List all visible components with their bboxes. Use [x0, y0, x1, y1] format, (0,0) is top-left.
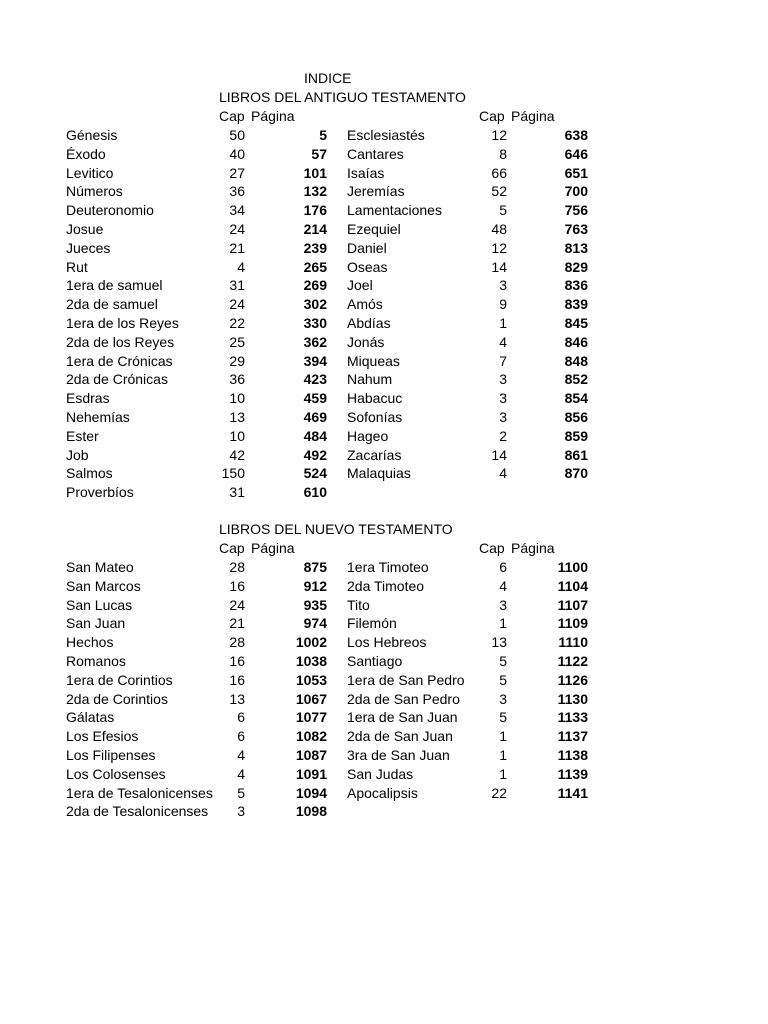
chapter-count: 6	[237, 728, 245, 745]
chapter-count: 6	[237, 709, 245, 726]
page-number: 1002	[295, 634, 327, 651]
book-name: 2da de Corintios	[66, 690, 168, 707]
book-name: Miqueas	[347, 352, 400, 369]
page-number: 912	[303, 577, 327, 594]
book-name: San Lucas	[66, 596, 133, 613]
page-number: 524	[303, 465, 327, 482]
book-name: 2da de San Pedro	[347, 690, 460, 707]
book-name: Éxodo	[66, 145, 106, 162]
chapter-count: 22	[229, 315, 245, 331]
book-name: Proverbíos	[66, 484, 134, 501]
page-number: 848	[564, 352, 588, 369]
nt-right-cap-header: Cap	[479, 540, 505, 556]
page-number: 1087	[295, 747, 327, 763]
chapter-count: 8	[499, 145, 507, 162]
nt-left-page-header: Página	[251, 540, 295, 556]
chapter-count: 10	[229, 427, 245, 444]
chapter-count: 10	[229, 390, 245, 407]
page-number: 813	[564, 239, 588, 256]
chapter-count: 4	[237, 765, 245, 782]
book-name: 1era de San Juan	[347, 709, 458, 726]
page-number: 646	[564, 145, 588, 162]
book-name: 1era de San Pedro	[347, 671, 465, 688]
page-number: 394	[303, 352, 327, 369]
chapter-count: 2	[499, 427, 507, 444]
page-number: 1077	[295, 709, 327, 726]
book-name: Sofonías	[347, 409, 403, 425]
book-name: Jueces	[66, 239, 111, 256]
book-name: Salmos	[66, 465, 113, 482]
page-number: 265	[303, 258, 327, 275]
book-name: Zacarías	[347, 446, 402, 463]
page-number: 1109	[557, 615, 588, 632]
chapter-count: 5	[499, 202, 507, 219]
chapter-count: 21	[229, 239, 245, 256]
chapter-count: 7	[499, 352, 507, 369]
book-name: 2da Timoteo	[347, 577, 425, 594]
page-number: 1138	[557, 747, 588, 763]
book-name: 1era Timoteo	[347, 559, 429, 575]
book-name: Hageo	[347, 427, 389, 444]
book-name: Job	[66, 446, 89, 463]
chapter-count: 3	[499, 596, 507, 613]
chapter-count: 12	[491, 127, 507, 143]
chapter-count: 1	[499, 615, 507, 632]
page-number: 763	[564, 221, 588, 237]
book-name: Habacuc	[347, 390, 403, 407]
book-name: Números	[66, 183, 123, 200]
page-number: 5	[319, 127, 327, 143]
chapter-count: 4	[499, 577, 507, 594]
page-number: 1110	[558, 634, 588, 651]
chapter-count: 9	[499, 296, 507, 313]
chapter-count: 24	[229, 596, 245, 613]
chapter-count: 22	[491, 784, 507, 801]
page-number: 870	[564, 465, 588, 482]
book-name: Nehemías	[66, 409, 130, 425]
book-name: Apocalipsis	[347, 784, 418, 801]
book-name: San Marcos	[66, 577, 141, 594]
chapter-count: 4	[237, 747, 245, 763]
page-number: 852	[564, 371, 588, 388]
chapter-count: 5	[237, 784, 245, 801]
page-number: 1104	[557, 577, 588, 594]
chapter-count: 4	[499, 465, 507, 482]
book-name: Deuteronomio	[66, 202, 154, 219]
book-name: San Judas	[347, 765, 414, 782]
page-number: 638	[564, 127, 588, 143]
chapter-count: 36	[229, 183, 245, 200]
page-number: 1053	[295, 671, 327, 688]
page-number: 57	[311, 145, 327, 162]
nt-left-cap-header: Cap	[219, 540, 245, 556]
chapter-count: 50	[229, 127, 245, 143]
page-number: 1094	[295, 784, 327, 801]
chapter-count: 31	[229, 484, 245, 501]
page-number: 302	[303, 296, 327, 313]
page-number: 1067	[295, 690, 327, 707]
page-number: 1100	[557, 559, 588, 575]
page-number: 1137	[557, 728, 588, 745]
book-name: Jonás	[347, 333, 385, 350]
chapter-count: 24	[229, 221, 245, 237]
page-number: 935	[303, 596, 327, 613]
chapter-count: 5	[499, 709, 507, 726]
chapter-count: 3	[499, 690, 507, 707]
page-number: 700	[564, 183, 588, 200]
chapter-count: 29	[229, 352, 245, 369]
chapter-count: 14	[491, 258, 507, 275]
chapter-count: 28	[229, 559, 245, 575]
chapter-count: 52	[491, 183, 507, 200]
page-number: 423	[303, 371, 327, 388]
new-testament-heading: LIBROS DEL NUEVO TESTAMENTO	[219, 521, 453, 537]
book-name: Los Efesios	[66, 728, 139, 745]
book-name: Santiago	[347, 653, 403, 669]
chapter-count: 5	[499, 653, 507, 669]
book-name: Oseas	[347, 258, 388, 275]
book-name: Amós	[347, 296, 383, 313]
book-name: 2da de Tesalonicenses	[66, 803, 209, 820]
chapter-count: 5	[499, 671, 507, 688]
page-number: 239	[303, 239, 327, 256]
page-number: 1141	[557, 784, 588, 801]
book-name: Los Colosenses	[66, 765, 166, 782]
chapter-count: 1	[499, 747, 507, 763]
chapter-count: 150	[221, 465, 245, 482]
book-name: Ester	[66, 427, 99, 444]
page-number: 756	[564, 202, 588, 219]
chapter-count: 1	[499, 728, 507, 745]
chapter-count: 42	[229, 446, 245, 463]
page-number: 214	[303, 221, 327, 237]
page-number: 836	[564, 277, 588, 294]
chapter-count: 3	[499, 409, 507, 425]
ot-left-page-header: Página	[251, 108, 295, 124]
chapter-count: 24	[229, 296, 245, 313]
chapter-count: 3	[237, 803, 245, 820]
book-name: Rut	[66, 258, 88, 275]
book-name: Los Filipenses	[66, 747, 156, 763]
book-name: 2da de los Reyes	[66, 333, 175, 350]
book-name: Cantares	[347, 145, 404, 162]
book-name: 1era de Corintios	[66, 671, 173, 688]
chapter-count: 27	[229, 164, 245, 181]
book-name: 2da de San Juan	[347, 728, 453, 745]
old-testament-heading: LIBROS DEL ANTIGUO TESTAMENTO	[219, 89, 466, 105]
page-number: 651	[564, 164, 588, 181]
book-name: Abdías	[347, 315, 391, 331]
page-number: 856	[564, 409, 588, 425]
ot-left-cap-header: Cap	[219, 108, 245, 124]
page-number: 1126	[557, 671, 588, 688]
page-number: 1091	[295, 765, 327, 782]
book-name: Tito	[347, 596, 370, 613]
page-number: 459	[303, 390, 327, 407]
page-title: INDICE	[304, 70, 352, 86]
page-number: 1107	[557, 596, 588, 613]
page-number: 875	[303, 559, 327, 575]
page-number: 854	[564, 390, 588, 407]
chapter-count: 13	[229, 690, 245, 707]
chapter-count: 4	[499, 333, 507, 350]
chapter-count: 1	[499, 765, 507, 782]
chapter-count: 40	[229, 145, 245, 162]
page-number: 1098	[295, 803, 327, 820]
chapter-count: 66	[491, 164, 507, 181]
chapter-count: 21	[229, 615, 245, 632]
page-number: 859	[564, 427, 588, 444]
page-number: 845	[564, 315, 588, 331]
book-name: San Juan	[66, 615, 126, 632]
page-number: 132	[303, 183, 327, 200]
chapter-count: 6	[499, 559, 507, 575]
chapter-count: 16	[229, 653, 245, 669]
book-name: Levitico	[66, 164, 114, 181]
page-number: 101	[303, 164, 327, 181]
chapter-count: 48	[491, 221, 507, 237]
page-number: 861	[564, 446, 588, 463]
page-number: 484	[303, 427, 327, 444]
ot-right-page-header: Página	[511, 108, 555, 124]
book-name: Génesis	[66, 127, 118, 143]
page-number: 1122	[557, 653, 588, 669]
book-name: Gálatas	[66, 709, 115, 726]
chapter-count: 1	[499, 315, 507, 331]
chapter-count: 28	[229, 634, 245, 651]
chapter-count: 16	[229, 577, 245, 594]
chapter-count: 12	[491, 239, 507, 256]
chapter-count: 25	[229, 333, 245, 350]
chapter-count: 34	[229, 202, 245, 219]
chapter-count: 3	[499, 277, 507, 294]
book-name: Malaquias	[347, 465, 411, 482]
page-number: 469	[303, 409, 327, 425]
page-number: 1082	[295, 728, 327, 745]
nt-right-page-header: Página	[511, 540, 555, 556]
book-name: 2da de samuel	[66, 296, 158, 313]
page-number: 1139	[557, 765, 588, 782]
chapter-count: 4	[237, 258, 245, 275]
page-number: 330	[303, 315, 327, 331]
book-name: 1era de Crónicas	[66, 352, 173, 369]
page-number: 362	[303, 333, 327, 350]
book-name: Lamentaciones	[347, 202, 442, 219]
book-name: Daniel	[347, 239, 387, 256]
chapter-count: 13	[229, 409, 245, 425]
page-number: 829	[564, 258, 588, 275]
book-name: 1era de los Reyes	[66, 315, 179, 331]
book-name: Los Hebreos	[347, 634, 427, 651]
book-name: San Mateo	[66, 559, 134, 575]
page-number: 846	[564, 333, 588, 350]
book-name: Esclesiastés	[347, 127, 425, 143]
ot-right-cap-header: Cap	[479, 108, 505, 124]
book-name: Esdras	[66, 390, 110, 407]
page-number: 269	[303, 277, 327, 294]
page-number: 974	[303, 615, 327, 632]
book-name: Jeremías	[347, 183, 405, 200]
page-number: 1130	[557, 690, 588, 707]
chapter-count: 16	[229, 671, 245, 688]
book-name: Isaías	[347, 164, 385, 181]
chapter-count: 3	[499, 371, 507, 388]
page-number: 1038	[295, 653, 327, 669]
book-name: Romanos	[66, 653, 126, 669]
book-name: 3ra de San Juan	[347, 747, 450, 763]
chapter-count: 14	[491, 446, 507, 463]
chapter-count: 13	[491, 634, 507, 651]
chapter-count: 3	[499, 390, 507, 407]
book-name: Nahum	[347, 371, 393, 388]
page-number: 176	[303, 202, 327, 219]
book-name: 1era de Tesalonicenses	[66, 784, 213, 801]
page-number: 492	[303, 446, 327, 463]
book-name: 1era de samuel	[66, 277, 163, 294]
book-name: Filemón	[347, 615, 397, 632]
page-number: 1133	[557, 709, 588, 726]
chapter-count: 36	[229, 371, 245, 388]
book-name: 2da de Crónicas	[66, 371, 168, 388]
page-number: 839	[564, 296, 588, 313]
book-name: Josue	[66, 221, 104, 237]
chapter-count: 31	[229, 277, 245, 294]
page-number: 610	[303, 484, 327, 501]
book-name: Joel	[347, 277, 373, 294]
book-name: Hechos	[66, 634, 114, 651]
book-name: Ezequiel	[347, 221, 401, 237]
